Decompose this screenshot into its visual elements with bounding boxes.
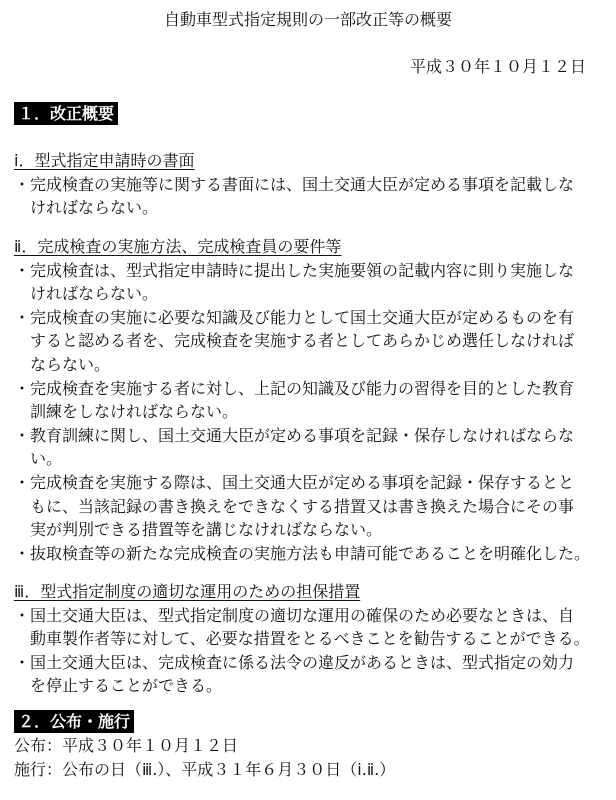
subsection-iii [14,580,590,698]
bullet-line: ・国土交通大臣は、完成検査に係る法令の違反があるときは、型式指定の効力 [14,652,575,672]
bullet-line: 動車製作者等に対して、必要な措置をとるべきことを勧告することができる。 [30,629,590,649]
bullet-line: ・教育訓練に関し、国土交通大臣が定める事項を記録・保存しなければならな [14,425,575,445]
bullet-line: すると認める者を、完成検査を実施する者としてあらかじめ選任しなければ [30,331,575,351]
subsection-i [14,149,574,220]
bullet-item [14,651,590,698]
promulgation-date: 公布：平成３０年１０月１２日 [14,736,239,755]
bullet-line: ければならない。 [30,284,159,304]
bullet-line: ・完成検査を実施する者に対し、上記の知識及び能力の習得を目的とした教育 [14,378,575,398]
bullet-line: 訓練をしなければならない。 [30,402,239,422]
bullet-line: ・完成検査の実施等に関する書面には、国土交通大臣が定める事項を記載しな [14,174,575,194]
subsection-heading: ⅰ．型式指定申請時の書面 [14,151,195,170]
bullet-item [14,377,590,424]
bullet-line: ければならない。 [30,198,159,218]
bullet-item [14,471,590,542]
enforcement-date: 施行：公布の日（ⅲ.）、平成３１年６月３０日（ⅰ.ⅱ.） [14,759,396,779]
bullet-item [14,604,590,651]
document-date: 平成３０年１０月１２日 [409,57,586,76]
subsection-heading: ⅱ．完成検査の実施方法、完成検査員の要件等 [14,237,342,256]
bullet-item [14,542,590,566]
subsection-heading-row [14,149,574,173]
bullet-line: を停止することができる。 [30,676,223,696]
subsection-heading-row [14,235,590,259]
bullet-line: ・完成検査の実施に必要な知識及び能力として国土交通大臣が定めるものを有 [14,307,575,327]
bullet-line: ・国土交通大臣は、型式指定制度の適切な運用の確保のため必要なときは、自 [14,605,575,625]
bullet-line: ならない。 [30,354,111,374]
subsection-heading: ⅲ．型式指定制度の適切な運用のための担保措置 [14,582,361,601]
bullet-item [14,259,590,306]
section-1-heading-text: １．改正概要 [14,102,118,125]
bullet-item [14,173,574,220]
section-2-heading-text: ２．公布・施行 [14,710,134,733]
subsection-heading-row [14,580,590,604]
bullet-line: ・抜取検査等の新たな完成検査の実施方法も申請可能であることを明確化した。 [14,543,591,563]
bullet-item [14,424,590,471]
document-title: 自動車型式指定規則の一部改正等の概要 [163,10,452,29]
bullet-line: い。 [30,449,63,469]
section-1-heading [14,102,118,125]
bullet-line: ・完成検査を実施する際は、国土交通大臣が定める事項を記録・保存するとと [14,472,575,492]
subsection-ii [14,235,590,565]
bullet-line: もに、当該記録の書き換えをできなくする措置又は書き換えた場合にその事 [30,496,575,516]
bullet-item [14,306,590,377]
promulgation-enforcement [14,734,395,781]
bullet-line: 実が判別できる措置等を講じなければならない。 [30,520,383,540]
section-2-heading [14,710,134,733]
bullet-line: ・完成検査は、型式指定申請時に提出した実施要領の記載内容に則り実施しな [14,260,575,280]
